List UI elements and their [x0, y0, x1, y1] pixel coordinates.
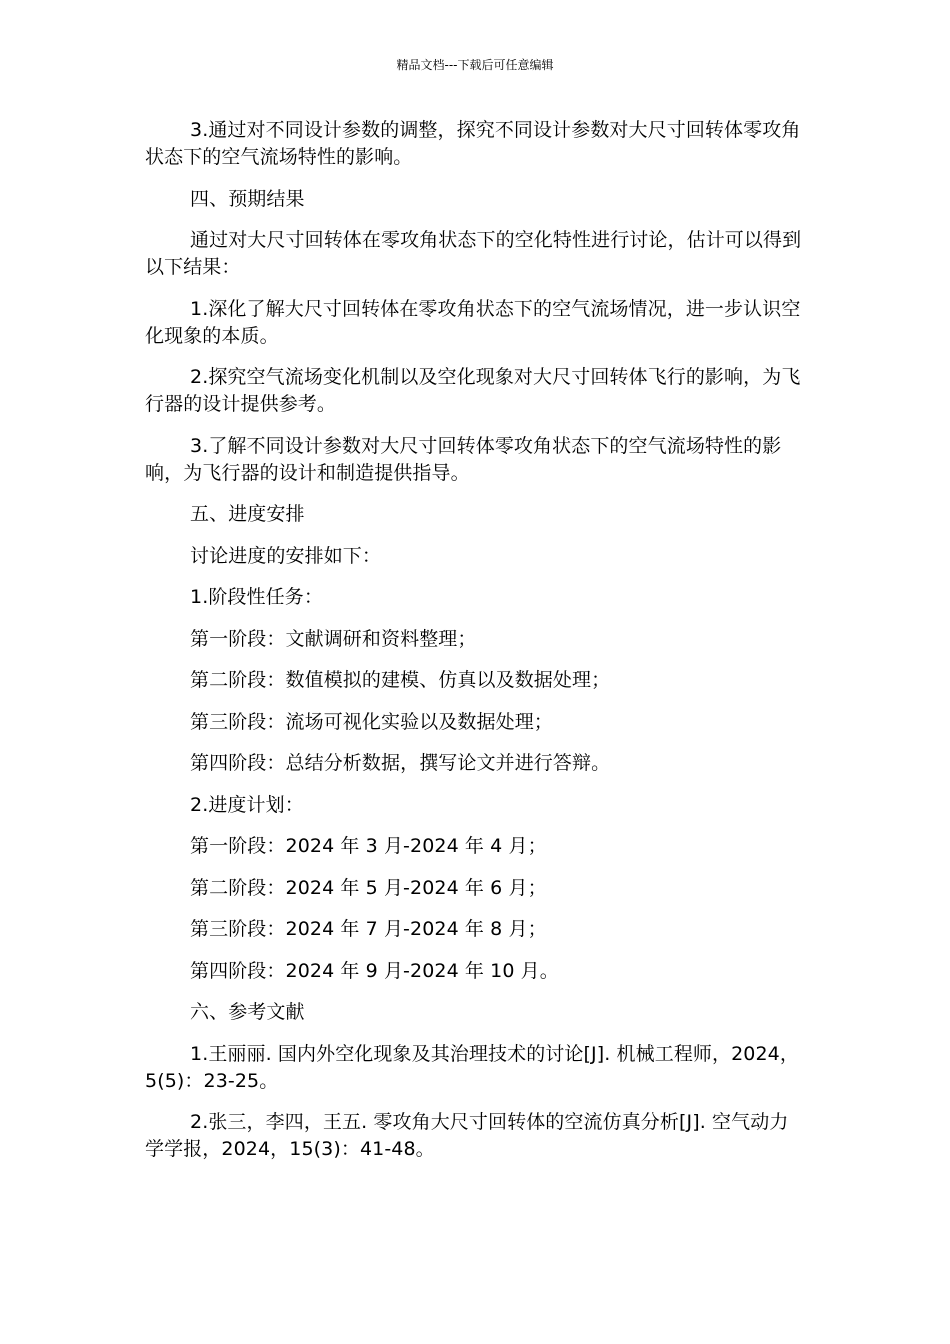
paragraph-plan-1: 第一阶段：2024 年 3 月-2024 年 4 月； — [190, 835, 547, 857]
paragraph-plan-2: 第二阶段：2024 年 5 月-2024 年 6 月； — [190, 876, 547, 899]
paragraph-result-2: 2.探究空气流场变化机制以及空化现象对大尺寸回转体飞行的影响，为飞行器的设计提供参考。 — [145, 366, 801, 415]
document-body — [145, 117, 805, 1178]
paragraph-result-3: 3.了解不同设计参数对大尺寸回转体零攻角状态下的空气流场特性的影响，为飞行器的设计和制造提供指导。 — [145, 434, 782, 484]
page-header: 精品文档---下载后可任意编辑 — [396, 58, 554, 72]
paragraph-schedule-intro: 讨论进度的安排如下： — [190, 544, 382, 567]
section-heading-expected-results: 四、预期结果 — [190, 187, 305, 210]
paragraph-stage-task-4: 第四阶段：总结分析数据，撰写论文并进行答辩。 — [190, 752, 611, 774]
paragraph-goal-3: 3.通过对不同设计参数的调整，探究不同设计参数对大尺寸回转体零攻角状态下的空气流场特性的影响。 — [145, 119, 801, 168]
section-heading-schedule: 五、进度安排 — [190, 503, 305, 525]
paragraph-results-intro: 通过对大尺寸回转体在零攻角状态下的空化特性进行讨论，估计可以得到以下结果： — [145, 229, 802, 278]
paragraph-plan-3: 第三阶段：2024 年 7 月-2024 年 8 月； — [190, 918, 547, 940]
paragraph-plan-4: 第四阶段：2024 年 9 月-2024 年 10 月。 — [190, 959, 559, 982]
paragraph-plan-heading: 2.进度计划： — [190, 793, 304, 816]
paragraph-stage-tasks-heading: 1.阶段性任务： — [190, 586, 323, 608]
paragraph-stage-task-3: 第三阶段：流场可视化实验以及数据处理； — [190, 710, 553, 733]
section-heading-references: 六、参考文献 — [190, 1001, 305, 1023]
reference-2: 2.张三，李四，王五. 零攻角大尺寸回转体的空流仿真分析[J]. 空气动力学学报，2024，15(3)：41-48。 — [145, 1111, 789, 1160]
reference-1: 1.王丽丽. 国内外空化现象及其治理技术的讨论[J]. 机械工程师，2024，5(5)：23-25。 — [145, 1042, 799, 1092]
paragraph-result-1: 1.深化了解大尺寸回转体在零攻角状态下的空气流场情况，进一步认识空化现象的本质。 — [145, 297, 801, 347]
paragraph-stage-task-2: 第二阶段：数值模拟的建模、仿真以及数据处理； — [190, 669, 611, 691]
paragraph-stage-task-1: 第一阶段：文献调研和资料整理； — [190, 627, 477, 650]
